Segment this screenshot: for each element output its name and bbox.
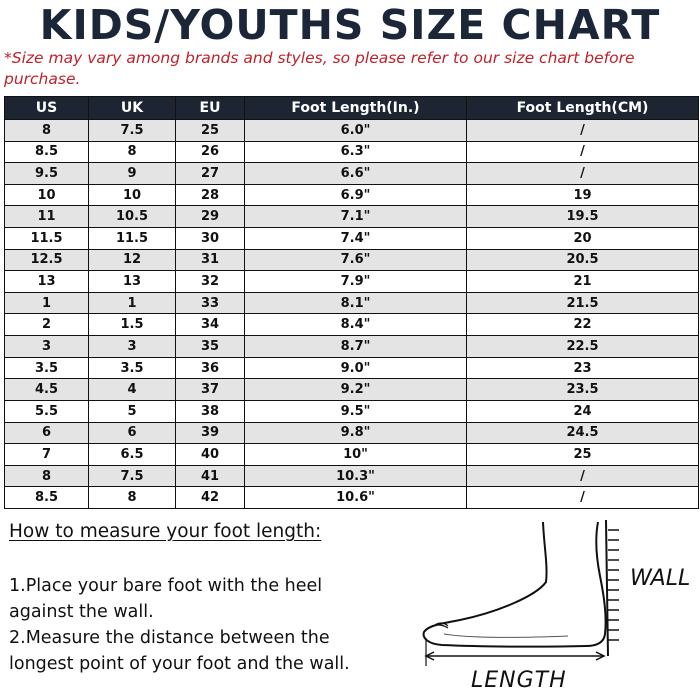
table-row xyxy=(5,336,699,358)
us-size-cell: 11 xyxy=(5,206,89,228)
table-row xyxy=(5,141,699,163)
table-row xyxy=(5,379,699,401)
table-row xyxy=(5,400,699,422)
us-size-cell: 8.5 xyxy=(5,141,89,163)
foot-length-in-cell: 6.3" xyxy=(245,141,467,163)
eu-size-cell: 32 xyxy=(176,271,245,293)
instruction-line: longest point of your foot and the wall. xyxy=(9,654,350,674)
table-body xyxy=(5,120,699,509)
foot-length-cm-cell: 21 xyxy=(467,271,699,293)
foot-length-cm-cell: 19 xyxy=(467,184,699,206)
us-size-cell: 3.5 xyxy=(5,357,89,379)
table-row xyxy=(5,292,699,314)
uk-size-cell: 7.5 xyxy=(89,120,176,142)
uk-size-cell: 1 xyxy=(89,292,176,314)
instruction-line: 1.Place your bare foot with the heel xyxy=(9,576,323,596)
us-size-cell: 10 xyxy=(5,184,89,206)
table-row xyxy=(5,271,699,293)
foot-length-cm-cell: 23.5 xyxy=(467,379,699,401)
foot-length-in-cell: 8.7" xyxy=(245,336,467,358)
eu-size-cell: 34 xyxy=(176,314,245,336)
foot-length-cm-cell: 23 xyxy=(467,357,699,379)
column-header-foot-length-in: Foot Length(In.) xyxy=(245,97,467,120)
us-size-cell: 6 xyxy=(5,422,89,444)
table-row xyxy=(5,249,699,271)
foot-length-in-cell: 9.8" xyxy=(245,422,467,444)
measure-instructions xyxy=(9,573,419,677)
wall-tick-marks xyxy=(608,530,619,640)
us-size-cell: 8 xyxy=(5,120,89,142)
us-size-cell: 7 xyxy=(5,444,89,466)
uk-size-cell: 3 xyxy=(89,336,176,358)
foot-length-cm-cell: 20.5 xyxy=(467,249,699,271)
column-header-us: US xyxy=(5,97,89,120)
foot-length-cm-cell: 22 xyxy=(467,314,699,336)
foot-length-cm-cell: 24 xyxy=(467,400,699,422)
us-size-cell: 1 xyxy=(5,292,89,314)
foot-length-in-cell: 10.6" xyxy=(245,487,467,509)
table-row xyxy=(5,314,699,336)
size-chart-table xyxy=(4,96,699,509)
table-row xyxy=(5,206,699,228)
eu-size-cell: 41 xyxy=(176,465,245,487)
foot-length-in-cell: 8.1" xyxy=(245,292,467,314)
foot-length-in-cell: 6.9" xyxy=(245,184,467,206)
foot-length-cm-cell: / xyxy=(467,487,699,509)
eu-size-cell: 40 xyxy=(176,444,245,466)
us-size-cell: 5.5 xyxy=(5,400,89,422)
eu-size-cell: 42 xyxy=(176,487,245,509)
foot-length-cm-cell: 20 xyxy=(467,228,699,250)
us-size-cell: 2 xyxy=(5,314,89,336)
size-disclaimer-note: *Size may vary among brands and styles, so please refer to our size chart before purchase. xyxy=(4,49,635,88)
foot-length-in-cell: 7.9" xyxy=(245,271,467,293)
us-size-cell: 3 xyxy=(5,336,89,358)
table-row xyxy=(5,465,699,487)
uk-size-cell: 8 xyxy=(89,487,176,509)
foot-outline-icon xyxy=(424,522,606,647)
foot-length-cm-cell: / xyxy=(467,120,699,142)
table-row xyxy=(5,357,699,379)
wall-label: WALL xyxy=(630,566,691,591)
length-label: LENGTH xyxy=(471,668,567,693)
eu-size-cell: 28 xyxy=(176,184,245,206)
foot-length-in-cell: 9.2" xyxy=(245,379,467,401)
uk-size-cell: 9 xyxy=(89,163,176,185)
eu-size-cell: 25 xyxy=(176,120,245,142)
foot-length-cm-cell: 21.5 xyxy=(467,292,699,314)
foot-length-in-cell: 10" xyxy=(245,444,467,466)
us-size-cell: 8 xyxy=(5,465,89,487)
uk-size-cell: 4 xyxy=(89,379,176,401)
uk-size-cell: 1.5 xyxy=(89,314,176,336)
eu-size-cell: 36 xyxy=(176,357,245,379)
eu-size-cell: 26 xyxy=(176,141,245,163)
table-row xyxy=(5,163,699,185)
eu-size-cell: 39 xyxy=(176,422,245,444)
page-title: KIDS/YOUTHS SIZE CHART xyxy=(39,1,661,49)
foot-length-in-cell: 7.4" xyxy=(245,228,467,250)
foot-length-in-cell: 7.6" xyxy=(245,249,467,271)
foot-length-cm-cell: / xyxy=(467,465,699,487)
column-header-foot-length-cm: Foot Length(CM) xyxy=(467,97,699,120)
uk-size-cell: 13 xyxy=(89,271,176,293)
us-size-cell: 9.5 xyxy=(5,163,89,185)
eu-size-cell: 29 xyxy=(176,206,245,228)
uk-size-cell: 3.5 xyxy=(89,357,176,379)
eu-size-cell: 33 xyxy=(176,292,245,314)
uk-size-cell: 7.5 xyxy=(89,465,176,487)
us-size-cell: 11.5 xyxy=(5,228,89,250)
uk-size-cell: 12 xyxy=(89,249,176,271)
column-header-eu: EU xyxy=(176,97,245,120)
eu-size-cell: 27 xyxy=(176,163,245,185)
us-size-cell: 12.5 xyxy=(5,249,89,271)
us-size-cell: 8.5 xyxy=(5,487,89,509)
eu-size-cell: 35 xyxy=(176,336,245,358)
uk-size-cell: 5 xyxy=(89,400,176,422)
instruction-line: 2.Measure the distance between the xyxy=(9,628,330,648)
uk-size-cell: 8 xyxy=(89,141,176,163)
uk-size-cell: 6 xyxy=(89,422,176,444)
eu-size-cell: 30 xyxy=(176,228,245,250)
eu-size-cell: 31 xyxy=(176,249,245,271)
instruction-line: against the wall. xyxy=(9,602,154,622)
eu-size-cell: 37 xyxy=(176,379,245,401)
table-header-row xyxy=(5,97,699,120)
foot-length-cm-cell: 19.5 xyxy=(467,206,699,228)
table-row xyxy=(5,444,699,466)
table-row xyxy=(5,487,699,509)
uk-size-cell: 6.5 xyxy=(89,444,176,466)
foot-length-cm-cell: 22.5 xyxy=(467,336,699,358)
foot-length-in-cell: 10.3" xyxy=(245,465,467,487)
eu-size-cell: 38 xyxy=(176,400,245,422)
uk-size-cell: 10.5 xyxy=(89,206,176,228)
foot-length-in-cell: 9.5" xyxy=(245,400,467,422)
foot-length-in-cell: 6.6" xyxy=(245,163,467,185)
foot-length-in-cell: 7.1" xyxy=(245,206,467,228)
measure-heading: How to measure your foot length: xyxy=(9,521,322,542)
foot-length-cm-cell: / xyxy=(467,141,699,163)
table-row xyxy=(5,422,699,444)
us-size-cell: 13 xyxy=(5,271,89,293)
table-row xyxy=(5,228,699,250)
wall-line xyxy=(606,520,608,656)
table-row xyxy=(5,120,699,142)
us-size-cell: 4.5 xyxy=(5,379,89,401)
foot-length-in-cell: 6.0" xyxy=(245,120,467,142)
foot-length-cm-cell: 24.5 xyxy=(467,422,699,444)
table-row xyxy=(5,184,699,206)
foot-length-in-cell: 9.0" xyxy=(245,357,467,379)
uk-size-cell: 10 xyxy=(89,184,176,206)
uk-size-cell: 11.5 xyxy=(89,228,176,250)
foot-length-in-cell: 8.4" xyxy=(245,314,467,336)
foot-length-cm-cell: 25 xyxy=(467,444,699,466)
column-header-uk: UK xyxy=(89,97,176,120)
foot-length-cm-cell: / xyxy=(467,163,699,185)
